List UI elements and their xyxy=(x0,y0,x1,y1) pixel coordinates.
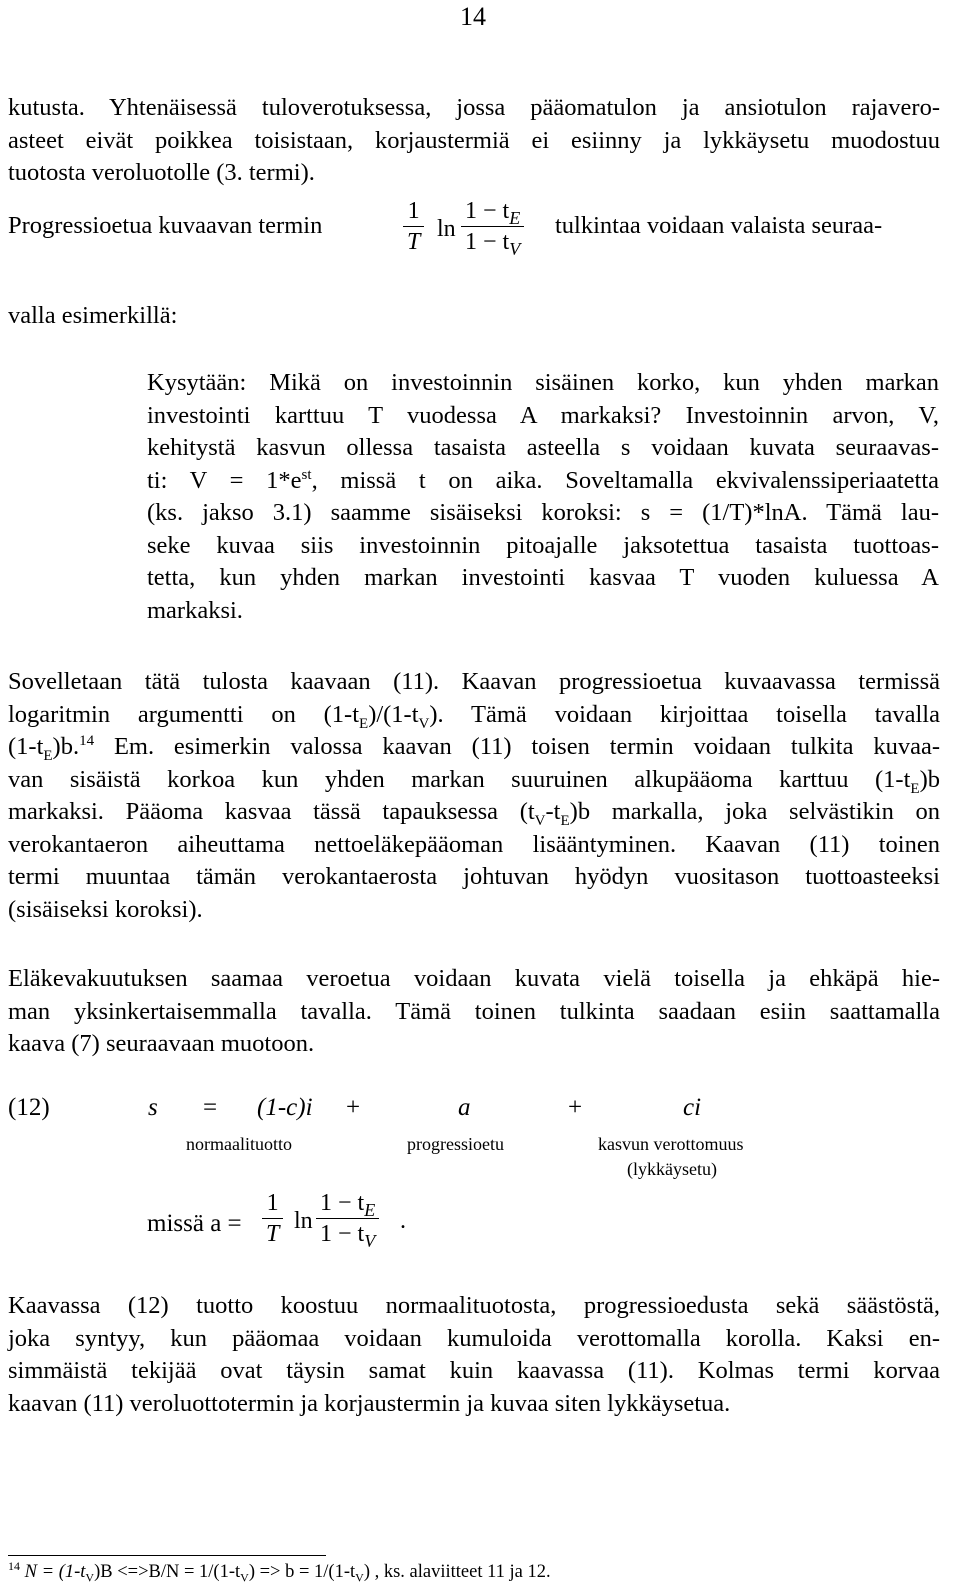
text-line: kehitystä kasvun ollessa tasaista asteella s voidaan kuvata seuraavas- xyxy=(147,434,939,461)
text-line: tulkintaa voidaan valaista seuraa- xyxy=(555,212,883,239)
eq-equals: = xyxy=(203,1094,218,1121)
text-line: Progressioetua kuvaavan termin xyxy=(8,212,323,239)
text-line: verokantaeron aiheuttama nettoeläkepääoman lisääntyminen. Kaavan (11) toinen xyxy=(8,830,940,858)
text-line: tuotosta veroluotolle (3. termi). xyxy=(8,159,315,186)
period: . xyxy=(400,1208,406,1234)
text-line: termi muuntaa tämän verokantaerosta johtuvan hyödyn vuositason tuottoasteeksi xyxy=(8,863,940,890)
text-line: $(1-t_E)b.^{14}$ Em. esimerkin valossa kaavan (11) toisen termin voidaan tulkita kuvaa- xyxy=(8,732,940,764)
text-line: joka syntyy, kun pääomaa voidaan kumuloida verottomalla korolla. Kaksi en- xyxy=(8,1324,940,1352)
eq-term-deferral: ci xyxy=(683,1094,702,1121)
footnote-reference: 14 xyxy=(79,732,95,749)
text-line: van sisäistä korkoa kun yhden markan suuruinen alkupääoma karttuu $(1-t_E)b$ xyxy=(8,765,940,797)
where-clause: missä a = xyxy=(147,1210,242,1237)
ln-symbol: ln xyxy=(294,1208,313,1234)
text-line: asteet eivät poikkea toisistaan, korjaustermiä ei esiinny ja lykkäysetu muodostuu xyxy=(8,126,940,154)
text-line: tetta, kun yhden markan investointi kasvaa T vuoden kuluessa A xyxy=(147,564,939,591)
ln-symbol: ln xyxy=(437,216,456,242)
text-line: simmäistä tekijää ovat täysin samat kuin kaavassa (11). Kolmas termi korvaa xyxy=(8,1357,940,1384)
formula-progression-term xyxy=(403,192,538,278)
text-line: kutusta. Yhtenäisessä tuloverotuksessa, jossa pääomatulon ja ansiotulon rajavero- xyxy=(8,94,940,121)
text-line: Kaavassa (12) tuotto koostuu normaalituotosta, progressioedusta sekä säästöstä, xyxy=(8,1292,940,1319)
text-line: Kysytään: Mikä on investoinnin sisäinen korko, kun yhden markan xyxy=(147,369,939,396)
fraction-one-over-T: $\frac{1}{T}$ xyxy=(403,198,424,256)
label-kasvun-verottomuus: kasvun verottomuus xyxy=(598,1134,744,1154)
text-line: Sovelletaan tätä tulosta kaavaan (11). Kaavan progressioetua kuvaavassa termissä xyxy=(8,668,940,695)
paragraph-5 xyxy=(8,1290,940,1420)
text-line: (ks. jakso 3.1) saamme sisäiseksi koroksi: s = (1/T)*lnA. Tämä lau- xyxy=(147,499,939,526)
eq-plus: + xyxy=(568,1094,583,1121)
text-line: man yksinkertaisemmalla tavalla. Tämä toinen tulkinta saadaan esiin saattamalla xyxy=(8,997,940,1025)
eq-variable-s: s xyxy=(148,1094,158,1121)
fraction-tax-rates: $\frac{1 - t_E}{1 - t_V}$ xyxy=(461,198,524,256)
text-line: Eläkevakuutuksen saamaa veroetua voidaan kuvata vielä toisella ja ehkäpä hie- xyxy=(8,965,940,992)
text-line: seke kuvaa siis investoinnin pitoajalle jaksotettua tasaista tuottoas- xyxy=(147,531,939,559)
paragraph-4 xyxy=(8,963,940,1061)
label-normaalituotto: normaalituotto xyxy=(186,1134,292,1154)
page-number: 14 xyxy=(460,2,486,31)
formula-a-definition xyxy=(262,1184,412,1274)
text-line: markaksi. xyxy=(147,596,243,624)
paragraph-2-line-2: valla esimerkillä: xyxy=(8,302,178,329)
label-progressioetu: progressioetu xyxy=(407,1134,504,1154)
footnote-rule xyxy=(8,1555,326,1556)
footnote: $^{14}$ $N = (1-t_V)B <=>B/N = 1/(1-t_V) => b = 1/(1-t_V)$ , ks. alaviitteet 11 ja 12. xyxy=(8,1558,551,1585)
paragraph-3 xyxy=(8,666,940,926)
footnote-mark: 14 xyxy=(8,1558,20,1573)
equation-label: (12) xyxy=(8,1094,50,1121)
example-block xyxy=(147,367,939,627)
eq-term-progression: a xyxy=(458,1094,471,1121)
eq-plus: + xyxy=(346,1094,361,1121)
text-line: (sisäiseksi koroksi). xyxy=(8,895,203,923)
text-line: kaavan (11) veroluottotermin ja korjaustermin ja kuvaa siten lykkäysetua. xyxy=(8,1389,731,1417)
paragraph-2-line-1 xyxy=(8,190,940,280)
fraction-one-over-T: $\frac{1}{T}$ xyxy=(262,1190,283,1248)
text-line: investointi karttuu T vuodessa A markaksi? Investoinnin arvon, V, xyxy=(147,401,939,429)
eq-term-normal: (1-c)i xyxy=(257,1094,313,1121)
text-line: ti: $V = 1*e^{st}$, missä t on aika. Soveltamalla ekvivalenssiperiaatetta xyxy=(147,466,939,494)
fraction-tax-rates: $\frac{1 - t_E}{1 - t_V}$ xyxy=(316,1190,379,1248)
text-line: logaritmin argumentti on $(1-t_E)/(1-t_V)$. Tämä voidaan kirjoittaa toisella tavalla xyxy=(8,700,940,732)
text-line: kaava (7) seuraavaan muotoon. xyxy=(8,1030,315,1057)
text-line: markaksi. Pääoma kasvaa tässä tapauksessa $(t_V-t_E)b$ markalla, joka selvästikin on xyxy=(8,798,940,829)
label-lykkaysetu: (lykkäysetu) xyxy=(627,1159,717,1179)
paragraph-1 xyxy=(8,92,940,190)
equation-12 xyxy=(0,1090,960,1290)
